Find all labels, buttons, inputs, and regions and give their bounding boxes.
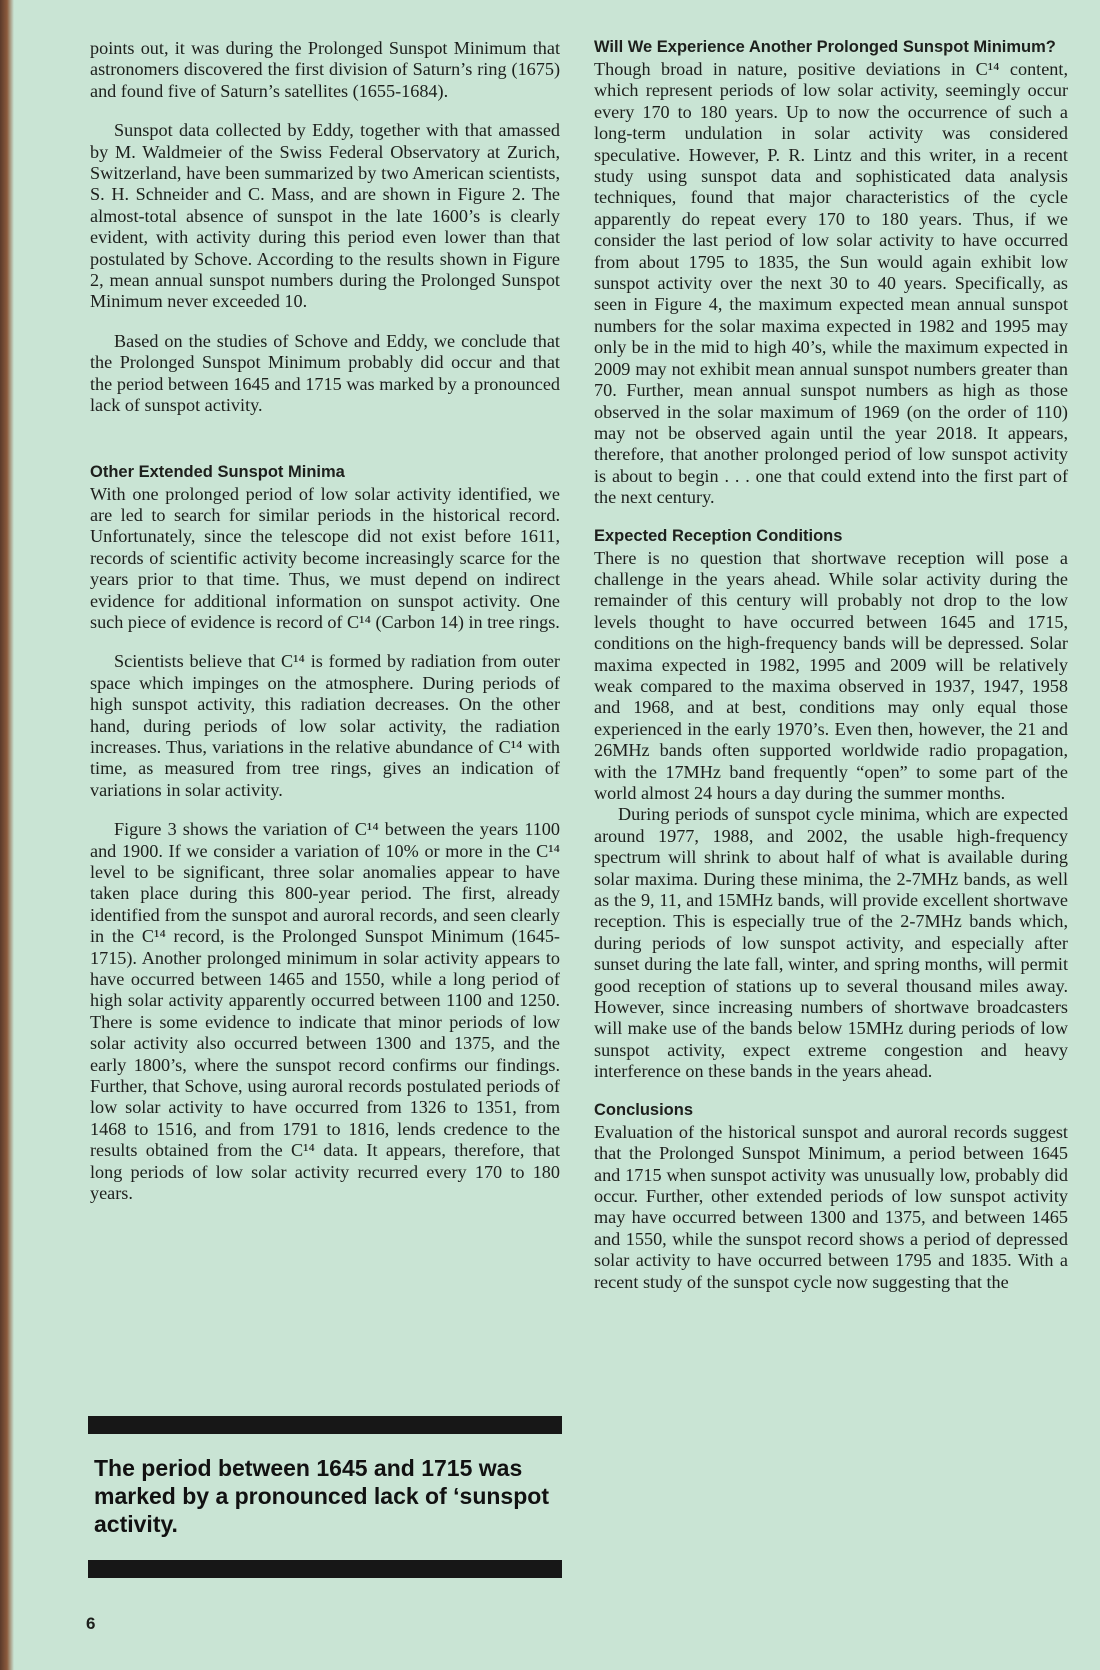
paragraph: There is no question that shortwave reception will pose a challenge in the years ahead. While solar activity during the remainder of this century will probably not drop to the low levels thought to have occurred between 1645 and 1715, conditions on the high-frequency bands will be depressed. Solar maxima expected in 1982, 1995 and 2009 will be relatively weak compared to the maxima observed in 1937, 1947, 1958 and 1968, and at best, conditions may only equal those experienced in the early 1970’s. Even then, however, the 21 and 26MHz bands often supported worldwide radio propagation, with the 17MHz band frequently “open” to some part of the world almost 24 hours a day during the summer months. (594, 547, 1068, 803)
paragraph: Though broad in nature, positive deviations in C¹⁴ content, which represent periods of low solar activity, seemingly occur every 170 to 180 years. Up to now the occurrence of such a long-term undulation in solar activity was considered speculative. However, P. R. Lintz and this writer, in a recent study using sunspot data and sophisticated data analysis techniques, found that major characteristics of the cycle apparently do repeat every 170 to 180 years. Thus, if we consider the last period of low solar activity to have occurred from about 1795 to 1835, the Sun would again exhibit low sunspot activity over the next 30 to 40 years. Specifically, as seen in Figure 4, the maximum expected mean annual sunspot numbers for the solar maxima expected in 1982 and 1995 may only be in the mid to high 40’s, while the maximum expected in 2009 may not exhibit mean annual sunspot numbers greater than 70. Further, mean annual sunspot numbers as high as those observed in the solar maximum of 1969 (on the order of 110) may not be observed again until the year 2018. It appears, therefore, that another prolonged period of low sunspot activity is about to begin . . . one that could extend into the first part of the next century. (594, 59, 1068, 508)
section-heading-another-minimum: Will We Experience Another Prolonged Sunspot Minimum? (594, 38, 1056, 56)
paragraph: Scientists believe that C¹⁴ is formed by radiation from outer space which impinges on the atmosphere. During periods of high sunspot activity, this radiation decreases. On the other hand, during periods of low solar activity, the radiation increases. Thus, variations in the relative abundance of C¹⁴ with time, as measured from tree rings, gives an indication of variations in solar activity. (90, 651, 560, 800)
pull-quote (88, 1416, 562, 1578)
pull-quote-text: The period between 1645 and 1715 was marked by a pronounced lack of ‘sunspot activity. (94, 1455, 549, 1537)
section-heading-reception: Expected Reception Conditions (594, 526, 843, 545)
pull-quote-top-rule (88, 1416, 562, 1434)
paragraph: Based on the studies of Schove and Eddy, we conclude that the Prolonged Sunspot Minimum probably did occur and that the period between 1645 and 1715 was marked by a pronounced lack of sunspot activity. (90, 330, 560, 416)
page-number: 6 (86, 1614, 96, 1633)
section-heading-other-minima: Other Extended Sunspot Minima (90, 462, 345, 481)
section-heading-conclusions: Conclusions (594, 1100, 694, 1119)
paragraph: Evaluation of the historical sunspot and auroral records suggest that the Prolonged Sunspot Minimum, a period between 1645 and 1715 when sunspot activity was unusually low, probably did occur. Further, other extended periods of low sunspot activity may have occurred between 1300 and 1375, and between 1465 and 1550, while the sunspot record shows a period of depressed solar activity to have occurred between 1795 and 1835. With a recent study of the sunspot cycle now suggesting that the (594, 1121, 1068, 1292)
page-binding-edge (0, 0, 14, 1670)
paragraph: Figure 3 shows the variation of C¹⁴ between the years 1100 and 1900. If we consider a variation of 10% or more in the C¹⁴ level to be significant, three solar anomalies appear to have taken place during this 800-year period. The first, already identified from the sunspot and auroral records, and seen clearly in the C¹⁴ record, is the Prolonged Sunspot Minimum (1645-1715). Another prolonged minimum in solar activity appears to have occurred between 1465 and 1550, while a long period of high solar activity apparently occurred between 1100 and 1250. There is some evidence to indicate that minor periods of low solar activity also occurred between 1300 and 1375, and the early 1800’s, where the sunspot record confirms our findings. Further, that Schove, using auroral records postulated periods of low solar activity to have occurred from 1326 to 1351, from 1468 to 1516, and from 1791 to 1816, lends credence to the results obtained from the C¹⁴ data. It appears, therefore, that long periods of low solar activity recurred every 170 to 180 years. (90, 819, 560, 1204)
paragraph: With one prolonged period of low solar activity identified, we are led to search for similar periods in the historical record. Unfortunately, since the telescope did not exist before 1611, records of scientific activity become increasingly scarce for the years prior to that time. Thus, we must depend on indirect evidence for additional information on sunspot activity. One such piece of evidence is record of C¹⁴ (Carbon 14) in tree rings. (90, 483, 560, 632)
right-column (594, 38, 1068, 1293)
paragraph: points out, it was during the Prolonged Sunspot Minimum that astronomers discovered the first division of Saturn’s ring (1675) and found five of Saturn’s satellites (1655-1684). (90, 38, 560, 101)
paragraph: During periods of sunspot cycle minima, which are expected around 1977, 1988, and 2002, the usable high-frequency spectrum will shrink to about half of what is available during solar maxima. During these minima, the 2-7MHz bands, as well as the 9, 11, and 15MHz bands, will provide excellent shortwave reception. This is especially true of the 2-7MHz bands which, during periods of low sunspot activity, and especially after sunset during the late fall, winter, and spring months, will permit good reception of stations up to several thousand miles away. However, since increasing numbers of shortwave broadcasters will make use of the bands below 15MHz during periods of low sunspot activity, expect extreme congestion and heavy interference on these bands in the years ahead. (594, 804, 1068, 1082)
left-column (90, 38, 560, 1223)
pull-quote-bottom-rule (88, 1560, 562, 1578)
paragraph: Sunspot data collected by Eddy, together with that amassed by M. Waldmeier of the Swiss Federal Observatory at Zurich, Switzerland, have been summarized by two American scientists, S. H. Schneider and C. Mass, and are shown in Figure 2. The almost-total absence of sunspot in the late 1600’s is clearly evident, with activity during this period even lower than that postulated by Schove. According to the results shown in Figure 2, mean annual sunspot numbers during the Prolonged Sunspot Minimum never exceeded 10. (90, 120, 560, 312)
